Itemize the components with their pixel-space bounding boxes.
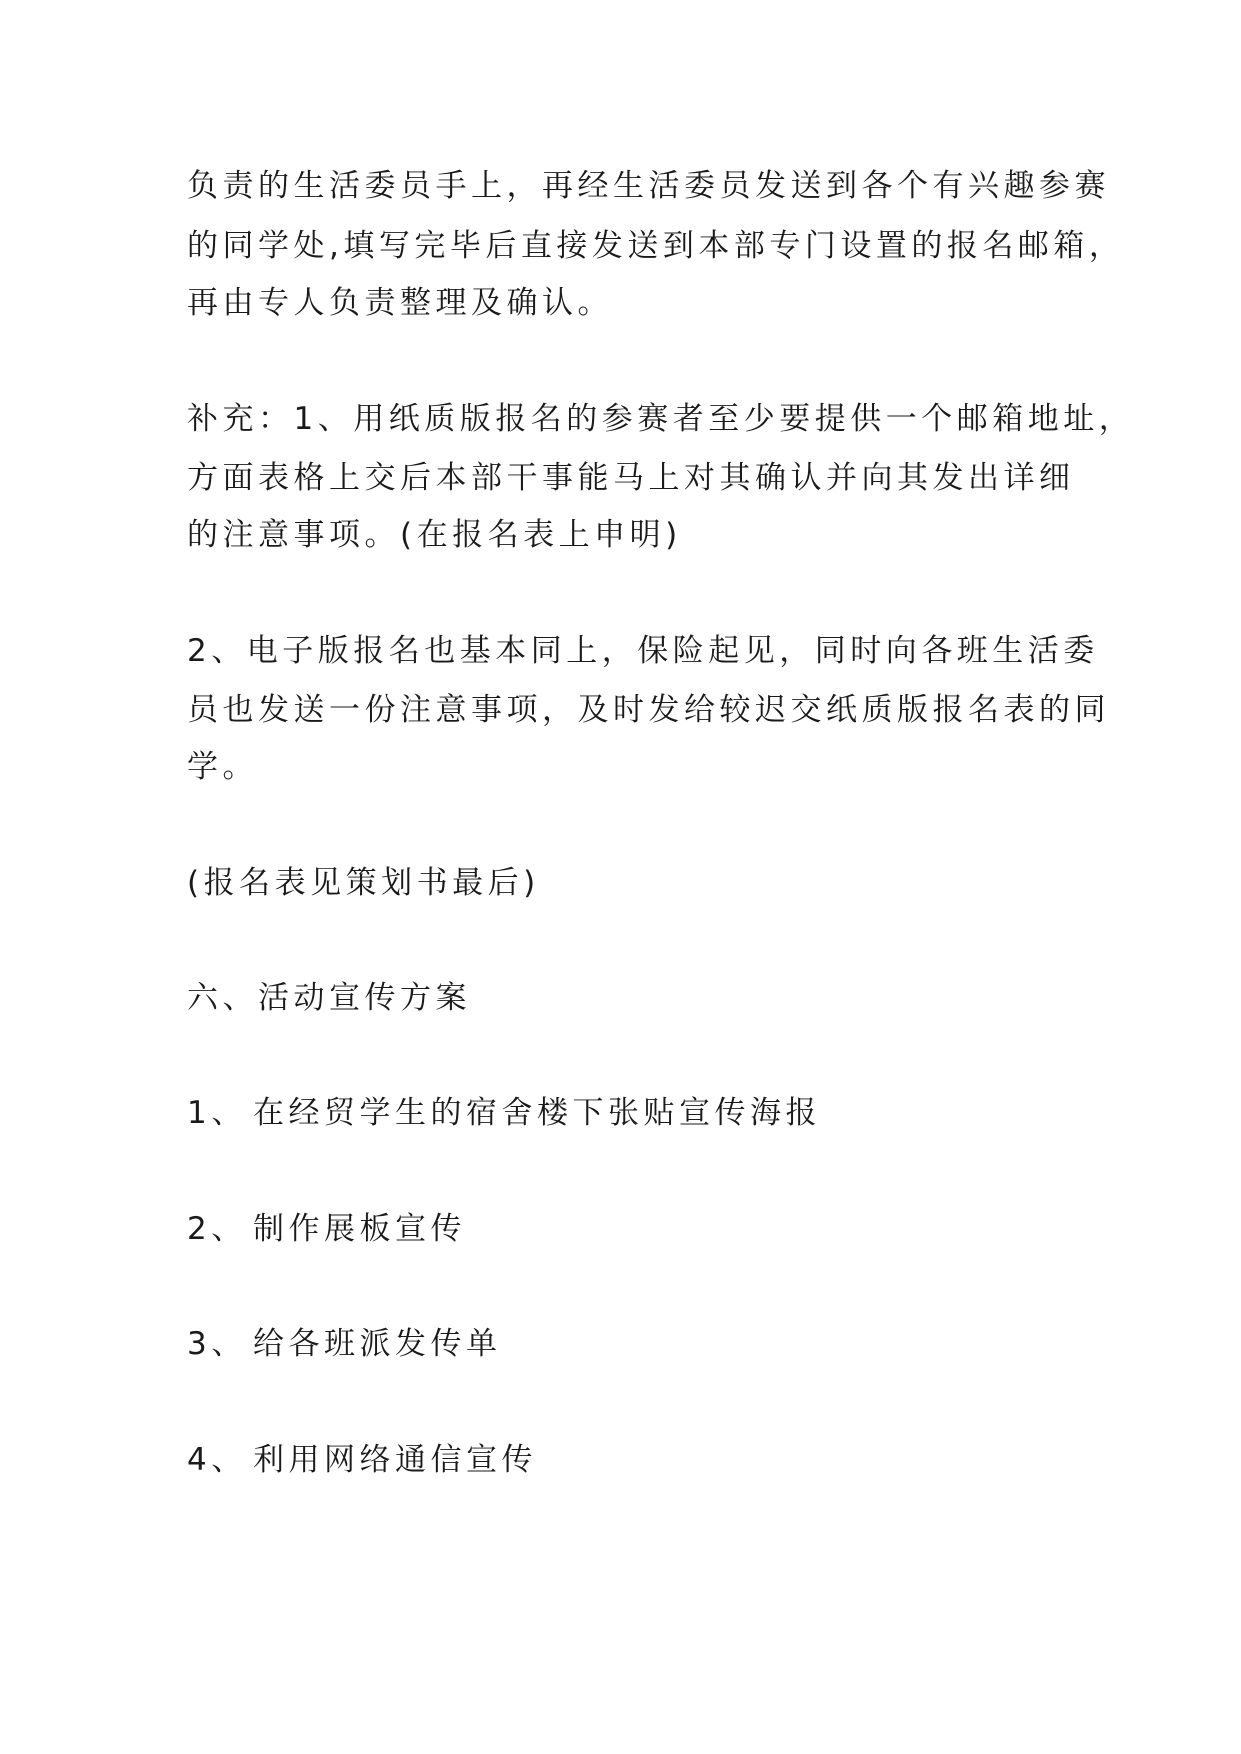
- list-item: [187, 1324, 502, 1364]
- list-item-text: 制作展板宣传: [253, 1211, 466, 1247]
- list-item-text: 给各班派发传单: [253, 1326, 502, 1362]
- paragraph-2-line-1: 补充：1、用纸质版报名的参赛者至少要提供一个邮箱地址，: [187, 401, 1135, 437]
- registration-form-note: (报名表见策划书最后): [187, 865, 540, 901]
- list-item-number: 3、: [187, 1326, 247, 1362]
- paragraph-1-line-3: 再由专人负责整理及确认。: [187, 285, 613, 321]
- list-item-text: 利用网络通信宣传: [253, 1442, 537, 1478]
- list-item-number: 1、: [187, 1095, 247, 1131]
- list-item-number: 4、: [187, 1442, 247, 1478]
- paragraph-3-line-2: 员也发送一份注意事项，及时发给较迟交纸质版报名表的同: [187, 692, 1110, 728]
- paragraph-2-line-2: 方面表格上交后本部干事能马上对其确认并向其发出详细: [187, 460, 1075, 496]
- paragraph-2-line-3: 的注意事项。(在报名表上申明): [187, 517, 682, 553]
- list-item: [187, 1209, 466, 1249]
- list-item: [187, 1440, 537, 1480]
- paragraph-1-line-2: 的同学处,填写完毕后直接发送到本部专门设置的报名邮箱，: [187, 228, 1125, 264]
- section-heading: 六、活动宣传方案: [187, 980, 471, 1016]
- list-item-text: 在经贸学生的宿舍楼下张贴宣传海报: [253, 1095, 821, 1131]
- paragraph-3-line-1: 2、电子版报名也基本同上，保险起见，同时向各班生活委: [187, 633, 1099, 669]
- paragraph-3-line-3: 学。: [187, 749, 258, 785]
- list-item: [187, 1093, 821, 1133]
- paragraph-1-line-1: 负责的生活委员手上，再经生活委员发送到各个有兴趣参赛: [187, 168, 1110, 204]
- list-item-number: 2、: [187, 1211, 247, 1247]
